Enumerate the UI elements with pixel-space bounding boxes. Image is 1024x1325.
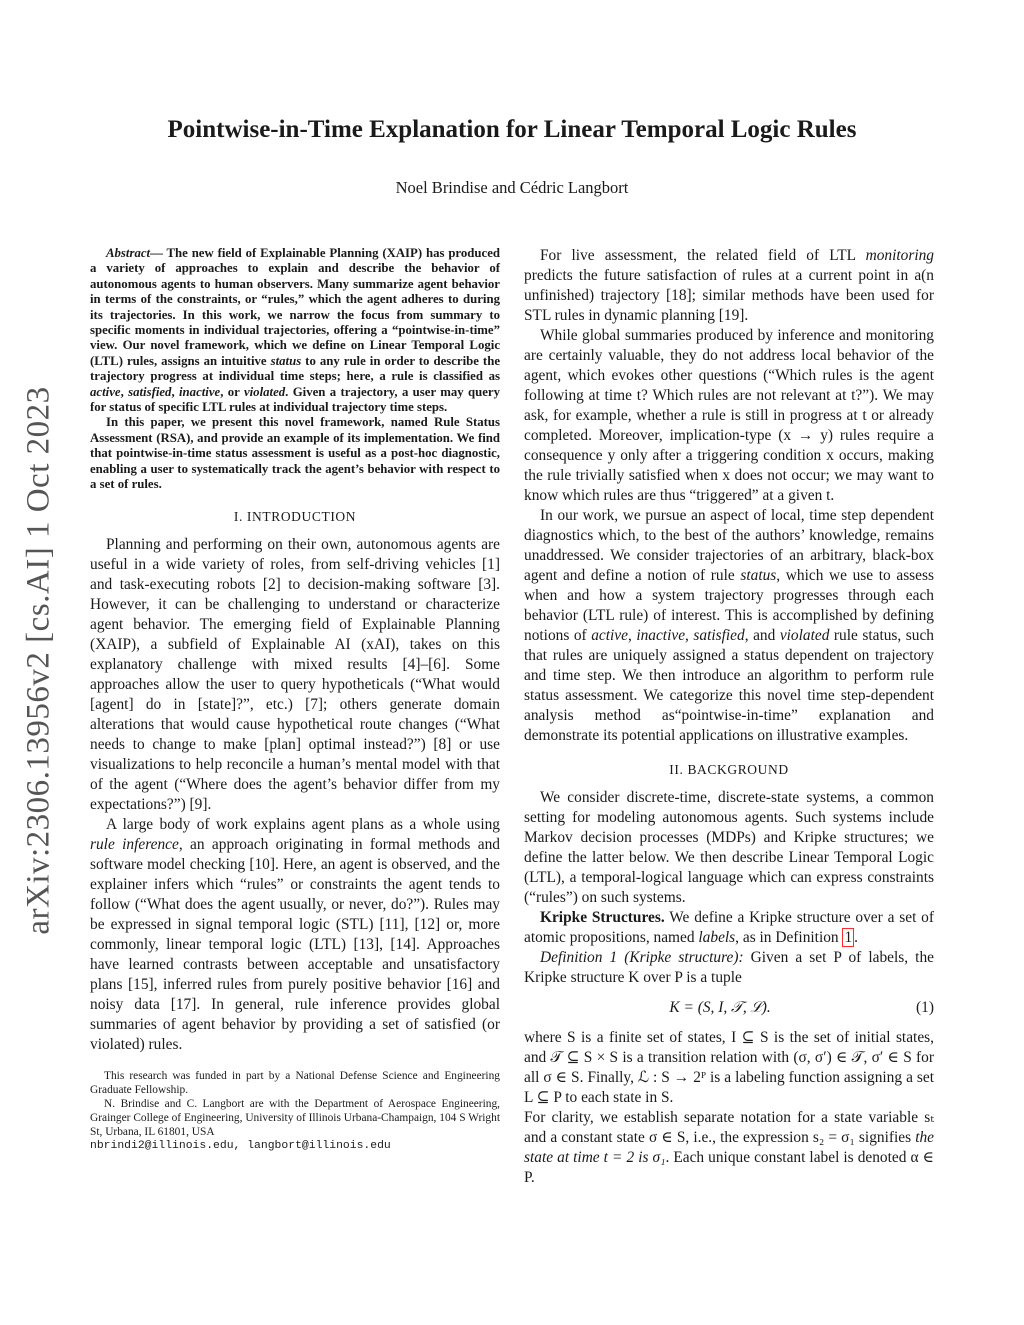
section-heading-introduction: I. INTRODUCTION (233, 508, 357, 524)
abstract-text: , (120, 384, 129, 399)
term-status: status (740, 567, 777, 584)
body-text: , which we use to assess when and how a system trajectory progresses through each behavior (LTL rule) of interest. This is accomplished by defining notions of (524, 567, 934, 644)
body-text: . (854, 929, 859, 946)
left-column (90, 246, 500, 1153)
abstract-text: — The new field of Explainable Planning (XAIP) has produced a variety of approaches to explain and describe the behavior of autonomous agents to human observers. Many summarize agent behavior in terms of the constraints, or “rules,” which the agent adheres to during its trajectories. In this work, we narrow the focus from summary to specific moments in individual trajectories, offering a “pointwise-in-time” view. Our novel framework, which we define on Linear Temporal Logic (LTL) rules, assigns an intuitive (90, 246, 500, 368)
paper-authors: Noel Brindise and Cédric Langbort (395, 178, 629, 197)
term-status: status (270, 353, 302, 368)
term-violated: violated (779, 627, 830, 644)
kripke-paragraph (524, 908, 934, 948)
body-text: , (685, 627, 694, 644)
equation-number: (1) (916, 999, 934, 1016)
footnote-affiliation: N. Brindise and C. Langbort are with the Department of Aerospace Engineering, Grainger College of Engineering, University of Illinois Urbana-Champaign, 104 S Wright St, Urbana, IL 61801, USA (90, 1097, 500, 1138)
term-monitoring: monitoring (865, 247, 934, 264)
paper-title: Pointwise-in-Time Explanation for Linear Temporal Logic Rules (167, 116, 857, 143)
body-text: predicts the future satisfaction of rules at a current point in a(n unfinished) trajectory [18]; similar methods have been used for STL rules in dynamic planning [19]. (524, 267, 934, 324)
body-text: , as in Definition (735, 929, 843, 946)
abstract-text: , (171, 384, 179, 399)
term-inactive: inactive (179, 384, 221, 399)
term-state-at-time: the state at time t = 2 is σ₁ (524, 1129, 934, 1166)
intro-paragraph-2 (90, 815, 500, 1055)
abstract (90, 246, 500, 493)
notation-paragraph (524, 1108, 934, 1188)
abstract-paragraph-1 (90, 246, 500, 415)
author-emails: nbrindi2@illinois.edu, langbort@illinois.edu (90, 1139, 391, 1152)
abstract-text: , or (220, 384, 244, 399)
arxiv-side-label (14, 370, 64, 950)
term-labels: labels (698, 929, 736, 946)
arxiv-id: arXiv:2306.13956v2 [cs.AI] 1 Oct 2023 (20, 385, 57, 935)
right-paragraph-1 (524, 246, 934, 326)
right-column (524, 246, 934, 1188)
term-satisfied: satisfied (693, 627, 745, 644)
term-active: active (90, 384, 121, 399)
abstract-paragraph-2: In this paper, we present this novel framework, named Rule Status Assessment (RSA), and provide an example of its implementation. We find that pointwise-in-time status assessment is useful as a post-hoc diagnostic, enabling a user to systematically track the agent’s behavior with respect to a set of rules. (90, 415, 500, 492)
equation-1 (524, 998, 934, 1018)
kripke-heading: Kripke Structures. (540, 909, 665, 926)
background-paragraph-1: We consider discrete-time, discrete-state systems, a common setting for modeling autonomous agents. Such systems include Markov decision processes (MDPs) and Kripke structures; we define the latter below. We then describe Linear Temporal Logic (LTL), a temporal-logical language which can express constraints (“rules”) on such systems. (524, 789, 934, 906)
body-text: , and (744, 627, 780, 644)
term-rule-inference: rule inference (90, 835, 179, 853)
section-heading-background: II. BACKGROUND (669, 762, 789, 777)
body-text: rule status, such that rules are uniquely assigned a status dependent on trajectory and time step. We then introduce an algorithm to perform rule status assessment. We categorize this novel time step-dependent analysis method as“pointwise-in-time” explanation and demonstrate its potential applications on illustrative examples. (524, 627, 935, 744)
footnote-funding: This research was funded in part by a National Defense Science and Engineering Graduate Fellowship. (90, 1069, 500, 1096)
right-paragraph-after-equation: where S is a finite set of states, I ⊆ S is the set of initial states, and 𝒯 ⊆ S × S is a transition relation with (σ, σ′) ∈ 𝒯, σ′ ∈ S for all σ ∈ S. Finally, ℒ : S → 2ᴾ is a labeling function assigning a set L ⊆ P to each state in S. (524, 1029, 934, 1106)
definition-label: Definition 1 (Kripke structure): (540, 949, 744, 966)
body-text: In our work, we pursue an aspect of local, time step dependent diagnostics which, to the best of the authors’ knowledge, remains unaddressed. We consider trajectories of an arbitrary, black-box agent and define a notion of rule (524, 507, 934, 584)
intro-text: A large body of work explains agent plans as a whole using (106, 815, 500, 833)
abstract-text: . Given a trajectory, a user may query for status of specific LTL rules at individual trajectory time steps. (90, 384, 500, 415)
abstract-label: Abstract (106, 246, 151, 260)
body-text: For clarity, we establish separate notation for a state variable sₜ and a constant state σ ∈ S, i.e., the expression s₂ = σ₁ signifies (524, 1109, 934, 1146)
body-text: . Each unique constant label is denoted α ∈ P. (524, 1149, 934, 1186)
intro-paragraph-1: Planning and performing on their own, autonomous agents are useful in a wide variety of roles, from self-driving vehicles [1] and task-executing robots [2] to decision-making software [3]. However, it can be challenging to understand or characterize agent behavior. The emerging field of Explainable Planning (XAIP), a subfield of Explainable AI (xAI), takes on this explanatory challenge with mixed results [4]–[6]. Some approaches allow the user to query hypotheticals (“What would [agent] do in [state]?”, etc.) [7]; others generate domain alterations that would cause hypothetical route changes (“What needs to change to make [plan] optimal instead?”) [8] or use visualizations to help reconcile a human’s mental model with that of the agent (“Where does the agent’s behavior differ from my expectations?”) [9]. (90, 535, 500, 813)
equation-body: K = (S, I, 𝒯, ℒ). (669, 999, 771, 1016)
body-text: For live assessment, the related field of LTL (540, 247, 866, 264)
term-violated: violated (243, 384, 286, 399)
footnote (90, 1069, 500, 1153)
body-text: We define a Kripke structure over a set of atomic propositions, named (524, 909, 934, 946)
definition-paragraph (524, 948, 934, 988)
abstract-text: to any rule in order to describe the trajectory progress at individual time steps; here, a rule is classified as (90, 353, 500, 384)
term-inactive: inactive (636, 627, 686, 644)
right-paragraph-3 (524, 506, 934, 746)
intro-text: , an approach originating in formal methods and software model checking [10]. Here, an agent is observed, and the explainer infers which “rules” or constraints the agent tends to follow (“What does the agent usually, or never, do?”). Rules may be expressed in signal temporal logic (STL) [11], [12] or, more commonly, linear temporal logic (LTL) [13], [14]. Approaches have learned contrasts between acceptable and unsatisfactory plans [15], inferred rules from purely positive behavior [16] and noisy data [17]. In general, rule inference provides global summaries of agent behavior by providing a set of satisfied (or violated) rules. (90, 835, 501, 1053)
right-paragraph-2: While global summaries produced by inference and monitoring are certainly valuable, they do not address local behavior of the agent, which evokes other questions (“Which rules is the agent following at time t? Which rules are not relevant at t?”). We may ask, for example, whether a rule is still in progress at t or already completed. Moreover, implication-type (x → y) rules require a consequence y only after a triggering condition x occurs, making the rule trivially satisfied when x does not occur; we may want to know which rules are thus “triggered” at a given t. (524, 327, 934, 504)
term-satisfied: satisfied (128, 384, 172, 399)
body-text: Given a set P of labels, the Kripke structure K over P is a tuple (524, 949, 934, 986)
definition-link[interactable]: 1 (844, 929, 853, 946)
term-active: active (591, 627, 628, 644)
body-text: , (627, 627, 637, 644)
